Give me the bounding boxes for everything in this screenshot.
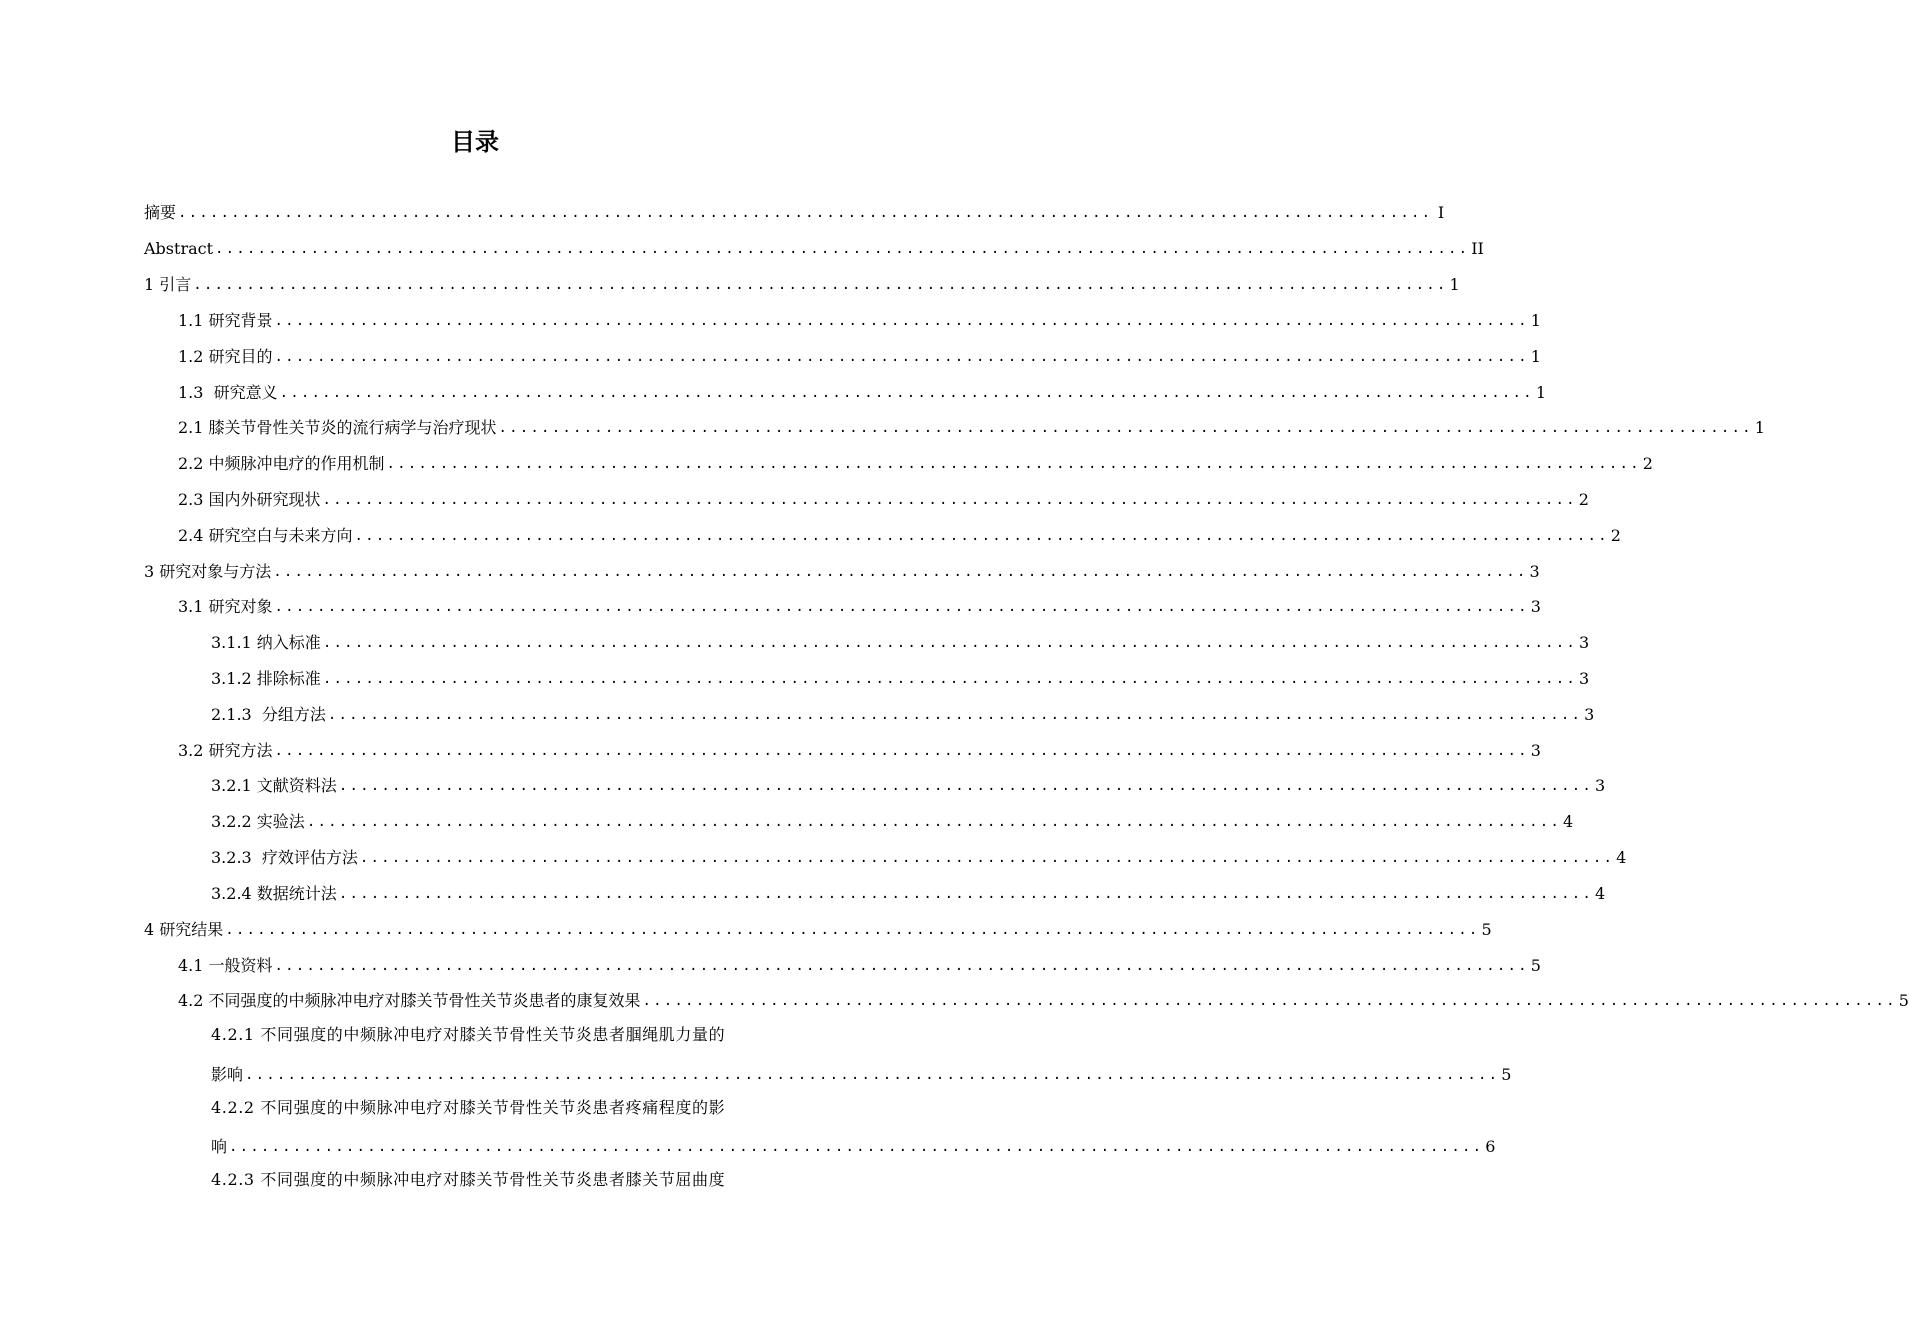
toc-entry-label: Abstract: [144, 239, 214, 258]
toc-entry-page: 5: [1481, 920, 1492, 939]
toc-entry[interactable]: [211, 809, 1574, 833]
toc-entry-page: 3: [1584, 705, 1595, 724]
toc-entry-label: 3.1.2 排除标准: [211, 669, 321, 688]
leader-dots: ......................................................................................................................: [322, 671, 1577, 687]
toc-entry-first-line[interactable]: 4.2.3 不同强度的中频脉冲电疗对膝关节骨性关节炎患者膝关节屈曲度: [211, 1170, 726, 1189]
leader-dots: ......................................................................................................................: [274, 349, 1529, 365]
toc-entry-label: 2.3 国内外研究现状: [178, 490, 321, 509]
toc-entry-page: 5: [1501, 1065, 1512, 1084]
toc-entry-page: 4: [1616, 848, 1627, 867]
toc-entry-label: 2.1.3 分组方法: [211, 705, 326, 724]
leader-dots: ......................................................................................................................: [306, 814, 1561, 830]
toc-entry-page: 1: [1530, 311, 1541, 330]
toc-entry[interactable]: [178, 594, 1541, 618]
toc-entry[interactable]: [178, 487, 1589, 511]
toc-entry-label: 3.2.2 实验法: [211, 812, 305, 831]
toc-entry[interactable]: [144, 200, 1445, 224]
toc-entry-page: 1: [1754, 418, 1765, 437]
toc-entry-label: 2.4 研究空白与未来方向: [178, 526, 353, 545]
toc-entry[interactable]: [211, 845, 1627, 869]
toc-entry[interactable]: [178, 344, 1541, 368]
toc-entry[interactable]: [211, 1134, 1496, 1158]
leader-dots: ......................................................................................................................: [229, 1139, 1484, 1155]
toc-entry[interactable]: [211, 666, 1590, 690]
toc-entry-page: 2: [1610, 526, 1621, 545]
leader-dots: ......................................................................................................................: [193, 277, 1448, 293]
leader-dots: ......................................................................................................................: [386, 456, 1641, 472]
leader-dots: ......................................................................................................................: [338, 886, 1593, 902]
toc-entry[interactable]: [178, 738, 1541, 762]
toc-entry-page: 5: [1530, 956, 1541, 975]
leader-dots: ......................................................................................................................: [274, 743, 1529, 759]
toc-entry-label: 1.3 研究意义: [178, 383, 278, 402]
toc-entry-label: 1.2 研究目的: [178, 347, 273, 366]
toc-entry-page: 5: [1898, 991, 1909, 1010]
toc-entry[interactable]: [144, 236, 1484, 260]
toc-entry-label: 3.2.4 数据统计法: [211, 884, 337, 903]
leader-dots: ......................................................................................................................: [322, 635, 1577, 651]
toc-entry-label: 3.2.3 疗效评估方法: [211, 848, 358, 867]
toc-entry[interactable]: [211, 773, 1606, 797]
toc-entry-label: 3 研究对象与方法: [144, 562, 272, 581]
toc-entry[interactable]: [178, 523, 1621, 547]
toc-entry-label: 1 引言: [144, 275, 192, 294]
toc-entry-label: 2.1 膝关节骨性关节炎的流行病学与治疗现状: [178, 418, 497, 437]
toc-entry[interactable]: [178, 308, 1541, 332]
toc-entry-label: 3.2 研究方法: [178, 741, 273, 760]
leader-dots: ......................................................................................................................: [274, 313, 1529, 329]
toc-entry-page: 1: [1530, 347, 1541, 366]
toc-entry-page: 4: [1595, 884, 1606, 903]
toc-entry-page: 3: [1530, 597, 1541, 616]
toc-entry[interactable]: [211, 1062, 1512, 1086]
leader-dots: ......................................................................................................................: [354, 528, 1609, 544]
toc-entry-page: 4: [1563, 812, 1574, 831]
toc-entry[interactable]: [178, 953, 1541, 977]
toc-entry-label: 4.2 不同强度的中频脉冲电疗对膝关节骨性关节炎患者的康复效果: [178, 991, 641, 1010]
toc-entry-label: 2.2 中频脉冲电疗的作用机制: [178, 454, 385, 473]
toc-entry[interactable]: [178, 451, 1653, 475]
leader-dots: ......................................................................................................................: [178, 205, 1433, 221]
leader-dots: ......................................................................................................................: [274, 599, 1529, 615]
toc-entry-page: 3: [1579, 633, 1590, 652]
toc-entry-first-line[interactable]: 4.2.2 不同强度的中频脉冲电疗对膝关节骨性关节炎患者疼痛程度的影: [211, 1098, 726, 1117]
page-title: 目录: [451, 128, 499, 156]
toc-entry[interactable]: [178, 988, 1909, 1012]
toc-entry-label: 3.2.1 文献资料法: [211, 776, 337, 795]
leader-dots: ......................................................................................................................: [642, 993, 1897, 1009]
leader-dots: ......................................................................................................................: [273, 564, 1528, 580]
toc-entry-page: 6: [1485, 1137, 1496, 1156]
leader-dots: ......................................................................................................................: [274, 958, 1529, 974]
toc-entry-first-line[interactable]: 4.2.1 不同强度的中频脉冲电疗对膝关节骨性关节炎患者腘绳肌力量的: [211, 1025, 726, 1044]
toc-entry-page: 3: [1579, 669, 1590, 688]
toc-entry-page: 1: [1535, 383, 1546, 402]
toc-entry-label: 影响: [211, 1065, 244, 1084]
leader-dots: ......................................................................................................................: [327, 707, 1583, 723]
toc-entry-page: 3: [1530, 741, 1541, 760]
toc-entry-label: 3.1.1 纳入标准: [211, 633, 321, 652]
toc-entry[interactable]: [144, 559, 1540, 583]
toc-entry[interactable]: [211, 630, 1590, 654]
toc-entry[interactable]: [144, 917, 1492, 941]
toc-entry[interactable]: [144, 272, 1460, 296]
toc-entry-page: II: [1471, 239, 1484, 258]
toc-entry[interactable]: [211, 881, 1606, 905]
leader-dots: ......................................................................................................................: [498, 420, 1753, 436]
toc-entry[interactable]: [178, 415, 1765, 439]
toc-entry-label: 1.1 研究背景: [178, 311, 273, 330]
toc-entry-page: 2: [1642, 454, 1653, 473]
leader-dots: ......................................................................................................................: [225, 922, 1480, 938]
toc-entry-label: 4 研究结果: [144, 920, 224, 939]
toc-entry-page: 1: [1449, 275, 1460, 294]
toc-entry-label: 摘要: [144, 203, 177, 222]
leader-dots: ......................................................................................................................: [338, 778, 1593, 794]
leader-dots: ......................................................................................................................: [279, 385, 1534, 401]
toc-entry-page: 3: [1595, 776, 1606, 795]
toc-entry[interactable]: [178, 380, 1546, 404]
leader-dots: ......................................................................................................................: [245, 1067, 1500, 1083]
toc-entry[interactable]: [211, 702, 1595, 726]
toc-entry-label: 3.1 研究对象: [178, 597, 273, 616]
toc-entry-page: 3: [1529, 562, 1540, 581]
leader-dots: ......................................................................................................................: [359, 850, 1615, 866]
leader-dots: ......................................................................................................................: [215, 241, 1470, 257]
leader-dots: ......................................................................................................................: [322, 492, 1577, 508]
toc-entry-page: 2: [1578, 490, 1589, 509]
toc-entry-label: 4.1 一般资料: [178, 956, 273, 975]
toc-entry-label: 响: [211, 1137, 228, 1156]
toc-entry-page: I: [1437, 203, 1445, 222]
